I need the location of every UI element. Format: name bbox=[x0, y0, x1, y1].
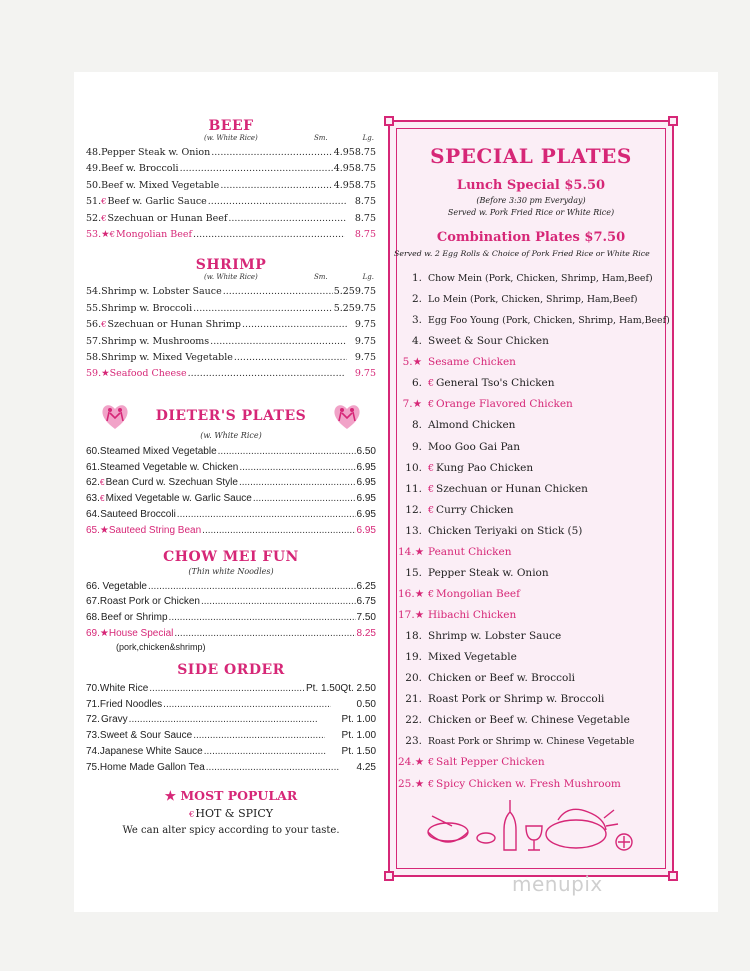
item-name: Roast Pork or Shrimp w. Broccoli bbox=[428, 693, 605, 706]
item-number: 8. bbox=[411, 419, 422, 432]
pepper-icon: € bbox=[428, 588, 435, 600]
pepper-icon: € bbox=[428, 778, 435, 790]
item-price: 4.95 bbox=[333, 163, 355, 175]
item-price: 6.95 bbox=[356, 461, 376, 473]
list-item bbox=[86, 317, 376, 333]
pepper-icon: € bbox=[428, 757, 435, 769]
leader-dots bbox=[149, 681, 305, 697]
combination-plates-note: Served w. 2 Egg Rolls & Choice of Pork Fried Rice or White Rice bbox=[394, 249, 650, 258]
item-name: Egg Foo Young (Pork, Chicken, Shrimp, Ham,Beef) bbox=[428, 315, 670, 327]
item-number: 57. bbox=[86, 335, 102, 347]
list-item bbox=[398, 521, 673, 542]
list-item bbox=[398, 584, 673, 605]
item-price: 9.75 bbox=[354, 319, 376, 331]
item-number: 51. bbox=[86, 196, 102, 208]
item-price: 5.25 bbox=[333, 302, 355, 314]
item-number: 24.★ bbox=[398, 756, 425, 769]
list-item bbox=[86, 444, 376, 460]
item-price: 6.95 bbox=[356, 524, 376, 536]
leader-dots bbox=[148, 579, 356, 595]
item-name: House Special bbox=[108, 628, 174, 640]
list-item bbox=[398, 563, 673, 584]
list-item bbox=[86, 301, 376, 317]
leader-dots bbox=[180, 161, 333, 177]
house-special-note: (pork,chicken&shrimp) bbox=[116, 641, 206, 652]
item-name: Shrimp w. Lobster Sauce bbox=[101, 286, 222, 298]
chow-mei-fun-note: (Thin white Noodles) bbox=[188, 566, 274, 576]
item-name: White Rice bbox=[99, 682, 149, 694]
item-price: 6.95 bbox=[356, 509, 376, 521]
item-price: 6.75 bbox=[356, 596, 376, 608]
dieters-note: (w. White Rice) bbox=[200, 430, 262, 440]
beef-title: BEEF bbox=[208, 118, 254, 134]
item-name: Shrimp w. Mixed Vegetable bbox=[101, 352, 233, 364]
item-price: 4.95 bbox=[333, 179, 355, 191]
lunch-special-served: Served w. Pork Fried Rice or White Rice) bbox=[447, 208, 615, 217]
list-item bbox=[86, 610, 376, 626]
item-name: Moo Goo Gai Pan bbox=[428, 440, 521, 453]
item-number: 15. bbox=[405, 566, 422, 579]
item-name: Beef w. Mixed Vegetable bbox=[101, 179, 220, 191]
item-name: Szechuan or Hunan Beef bbox=[107, 212, 228, 224]
item-number: 1. bbox=[411, 272, 422, 284]
leader-dots bbox=[220, 178, 332, 194]
item-number: 70. bbox=[86, 682, 100, 694]
item-price: 4.25 bbox=[356, 761, 376, 773]
frame-corner bbox=[668, 871, 678, 881]
list-item bbox=[398, 752, 673, 773]
item-name: Chicken Teriyaki on Stick (5) bbox=[428, 524, 583, 537]
leader-dots bbox=[218, 444, 356, 460]
item-name: Home Made Gallon Tea bbox=[99, 761, 205, 773]
item-price: 8.25 bbox=[356, 628, 376, 640]
item-name: Almond Chicken bbox=[428, 419, 516, 432]
list-item bbox=[86, 475, 376, 491]
leader-dots bbox=[201, 594, 356, 610]
pepper-icon: € bbox=[101, 320, 107, 331]
item-price: 8.75 bbox=[354, 196, 376, 208]
item-name: Sauteed Broccoli bbox=[100, 509, 176, 521]
item-number: 59.★ bbox=[86, 368, 110, 380]
shrimp-title: SHRIMP bbox=[195, 257, 267, 274]
leader-dots bbox=[202, 523, 355, 539]
item-number: 60. bbox=[86, 445, 100, 457]
most-popular-label: ★ MOST POPULAR bbox=[164, 787, 298, 803]
item-price: 9.75 bbox=[354, 352, 376, 364]
item-name: Mongolian Beef bbox=[436, 587, 521, 600]
item-number: 62. bbox=[86, 477, 100, 489]
item-number: 74. bbox=[86, 746, 100, 758]
shrimp-note: (w. White Rice) bbox=[204, 273, 258, 282]
item-price: 6.25 bbox=[356, 580, 376, 592]
item-number: 19. bbox=[405, 651, 422, 664]
item-number: 72. bbox=[86, 714, 100, 726]
item-name: Kung Pao Chicken bbox=[436, 461, 534, 474]
item-number: 73. bbox=[86, 730, 100, 742]
item-price: Pt. 1.50 bbox=[305, 682, 341, 694]
leader-dots bbox=[242, 317, 348, 333]
item-name: Mongolian Beef bbox=[116, 229, 193, 241]
dieters-section bbox=[86, 401, 376, 539]
leader-dots bbox=[234, 350, 347, 366]
item-name: Szechuan or Hunan Shrimp bbox=[107, 319, 241, 331]
list-item bbox=[86, 350, 376, 366]
list-item bbox=[86, 227, 376, 243]
leader-dots bbox=[163, 697, 331, 713]
leader-dots bbox=[239, 460, 355, 476]
item-number: 7.★ bbox=[402, 398, 422, 411]
item-name: Japanese White Sauce bbox=[99, 746, 203, 758]
item-number: 18. bbox=[405, 630, 422, 643]
leader-dots bbox=[169, 610, 356, 626]
list-item bbox=[398, 310, 673, 331]
list-item bbox=[398, 626, 673, 647]
item-number: 53.★ bbox=[86, 229, 110, 241]
frame-corner bbox=[384, 871, 394, 881]
watermark: menupix bbox=[512, 872, 603, 896]
leader-dots bbox=[223, 284, 333, 300]
item-number: 20. bbox=[405, 672, 422, 685]
lunch-special-title: Lunch Special $5.50 bbox=[456, 178, 606, 193]
item-number: 48. bbox=[86, 147, 102, 158]
frame-corner bbox=[384, 116, 394, 126]
item-name: Chicken or Beef w. Broccoli bbox=[428, 672, 576, 685]
shrimp-list bbox=[86, 284, 376, 382]
item-name: Spicy Chicken w. Fresh Mushroom bbox=[436, 777, 621, 790]
item-name: Beef w. Garlic Sauce bbox=[107, 196, 207, 208]
item-number: 9. bbox=[411, 440, 422, 453]
food-illustration-icon bbox=[418, 790, 638, 860]
pepper-icon: € bbox=[101, 197, 107, 208]
item-number: 13. bbox=[405, 524, 422, 537]
special-plates-title: SPECIAL PLATES bbox=[430, 144, 632, 168]
side-order-list bbox=[86, 681, 376, 776]
list-item bbox=[398, 437, 673, 458]
list-item bbox=[398, 710, 673, 731]
pepper-icon: € bbox=[428, 399, 435, 411]
leader-dots bbox=[204, 744, 326, 760]
item-name: Mixed Vegetable w. Garlic Sauce bbox=[105, 493, 252, 505]
item-number: 65.★ bbox=[86, 524, 109, 536]
item-number: 67. bbox=[86, 596, 100, 608]
item-name: Roast Pork or Chicken bbox=[99, 596, 200, 608]
item-number: 22. bbox=[405, 714, 422, 727]
leader-dots bbox=[206, 760, 340, 776]
item-number: 71. bbox=[86, 698, 100, 710]
item-name: General Tso's Chicken bbox=[436, 377, 555, 390]
item-number: 10. bbox=[405, 461, 422, 474]
leader-dots bbox=[193, 227, 345, 243]
hot-spicy-label: HOT & SPICY bbox=[195, 806, 274, 820]
list-item bbox=[86, 507, 376, 523]
item-number: 52. bbox=[86, 212, 102, 224]
item-name: Fried Noodles bbox=[99, 698, 163, 710]
special-plates-list bbox=[398, 268, 673, 795]
item-price: 0.50 bbox=[356, 698, 376, 710]
item-number: 66. bbox=[86, 580, 100, 592]
item-number: 55. bbox=[86, 302, 102, 314]
list-item bbox=[86, 211, 376, 227]
list-item bbox=[86, 728, 376, 744]
item-price: 9.75 bbox=[354, 368, 376, 380]
dieters-title: DIETER'S PLATES bbox=[155, 407, 307, 424]
item-name: Shrimp w. Mushrooms bbox=[101, 335, 210, 347]
left-column bbox=[86, 118, 376, 836]
list-item bbox=[86, 460, 376, 476]
item-name: Sauteed String Bean bbox=[108, 524, 202, 536]
item-number: 64. bbox=[86, 509, 100, 521]
list-item bbox=[398, 415, 673, 436]
list-item bbox=[398, 647, 673, 668]
list-item bbox=[398, 689, 673, 710]
side-order-section bbox=[86, 662, 376, 776]
item-price: Pt. 1.50 bbox=[341, 746, 376, 758]
list-item bbox=[86, 161, 376, 177]
pepper-icon: € bbox=[428, 504, 435, 516]
item-number: 69.★ bbox=[86, 628, 109, 640]
item-price: Pt. 1.00 bbox=[341, 730, 376, 742]
item-price: 7.50 bbox=[356, 612, 376, 624]
side-order-title: SIDE ORDER bbox=[177, 661, 285, 678]
item-name: Beef or Shrimp bbox=[100, 612, 168, 624]
leader-dots bbox=[228, 211, 347, 227]
item-name: Pepper Steak w. Onion bbox=[428, 566, 549, 579]
beef-section bbox=[86, 118, 376, 243]
list-item bbox=[86, 523, 376, 539]
leader-dots bbox=[177, 507, 356, 523]
item-number: 4. bbox=[411, 335, 422, 348]
item-number: 21. bbox=[405, 693, 422, 706]
list-item bbox=[398, 479, 673, 500]
list-item bbox=[86, 760, 376, 776]
leader-dots bbox=[193, 301, 333, 317]
item-name: Shrimp w. Broccoli bbox=[101, 302, 193, 314]
list-item bbox=[398, 289, 673, 310]
list-item bbox=[86, 194, 376, 210]
beef-note: (w. White Rice) bbox=[204, 134, 258, 142]
item-price: 8.75 bbox=[354, 229, 376, 241]
item-number: 68. bbox=[86, 612, 100, 624]
leader-dots bbox=[211, 145, 332, 161]
item-name: Seafood Cheese bbox=[109, 368, 187, 380]
item-name: Orange Flavored Chicken bbox=[436, 398, 573, 411]
list-item bbox=[86, 491, 376, 507]
item-name: Chicken or Beef w. Chinese Vegetable bbox=[428, 714, 630, 727]
leader-dots bbox=[208, 194, 346, 210]
item-name: Beef w. Broccoli bbox=[101, 163, 179, 175]
item-price: Pt. 1.00 bbox=[341, 714, 377, 726]
leader-dots bbox=[193, 728, 324, 744]
list-item bbox=[398, 605, 673, 626]
leader-dots bbox=[188, 366, 345, 382]
pepper-icon: € bbox=[188, 809, 195, 820]
list-item bbox=[398, 331, 673, 352]
item-number: 11. bbox=[405, 482, 422, 495]
list-item bbox=[86, 681, 376, 697]
list-item bbox=[86, 744, 376, 760]
list-item bbox=[398, 394, 673, 415]
item-number: 61. bbox=[86, 461, 100, 473]
item-price: 5.25 bbox=[333, 286, 355, 298]
item-price: 8.75 bbox=[354, 163, 376, 175]
pepper-icon: € bbox=[99, 493, 105, 504]
item-price: 8.75 bbox=[354, 179, 376, 191]
item-number: 2. bbox=[411, 293, 422, 306]
item-number: 54. bbox=[86, 286, 102, 298]
item-number: 17.★ bbox=[398, 609, 425, 621]
leader-dots bbox=[239, 475, 356, 491]
heart-figures-icon bbox=[332, 401, 362, 431]
item-name: Sesame Chicken bbox=[428, 356, 516, 369]
chow-mei-fun-section bbox=[86, 549, 376, 653]
item-name: Lo Mein (Pork, Chicken, Shrimp, Ham,Beef) bbox=[428, 294, 638, 306]
item-name: Bean Curd w. Szechuan Style bbox=[105, 477, 238, 489]
item-number: 14.★ bbox=[398, 545, 425, 558]
item-price: 6.95 bbox=[356, 477, 376, 489]
list-item bbox=[398, 268, 673, 289]
item-name: Pepper Steak w. Onion bbox=[101, 147, 211, 158]
item-number: 6. bbox=[411, 377, 422, 390]
item-price: 6.95 bbox=[356, 493, 376, 505]
frame-corner bbox=[668, 116, 678, 126]
item-name: Hibachi Chicken bbox=[428, 609, 517, 621]
item-number: 56. bbox=[86, 319, 102, 331]
item-name: Steamed Mixed Vegetable bbox=[99, 445, 217, 457]
item-number: 63. bbox=[86, 493, 100, 505]
item-number: 23. bbox=[405, 735, 422, 748]
shrimp-lg-label: Lg. bbox=[362, 273, 374, 282]
item-number: 16.★ bbox=[398, 587, 425, 600]
list-item bbox=[86, 626, 376, 642]
leader-dots bbox=[253, 491, 356, 507]
item-price: 4.95 bbox=[333, 147, 355, 158]
item-number: 3. bbox=[411, 314, 422, 327]
item-name: Salt Pepper Chicken bbox=[436, 756, 545, 769]
item-price: 8.75 bbox=[354, 212, 376, 224]
item-name: Sweet & Sour Sauce bbox=[99, 730, 193, 742]
item-name: Vegetable bbox=[102, 580, 147, 592]
item-number: 58. bbox=[86, 352, 102, 364]
legend bbox=[86, 788, 376, 836]
pepper-icon: € bbox=[428, 462, 435, 474]
item-name: Shrimp w. Lobster Sauce bbox=[428, 630, 562, 643]
beef-list bbox=[86, 145, 376, 243]
list-item bbox=[86, 178, 376, 194]
special-plates-panel bbox=[388, 120, 674, 877]
item-price: 9.75 bbox=[354, 335, 376, 347]
item-name: Sweet & Sour Chicken bbox=[428, 335, 549, 348]
item-name: Steamed Vegetable w. Chicken bbox=[99, 461, 239, 473]
list-item bbox=[86, 284, 376, 300]
list-item bbox=[86, 145, 376, 161]
item-price: 8.75 bbox=[354, 147, 376, 158]
list-item bbox=[398, 352, 673, 373]
shrimp-section bbox=[86, 257, 376, 382]
list-item bbox=[398, 458, 673, 479]
item-price: 9.75 bbox=[354, 286, 376, 298]
item-name: Gravy bbox=[101, 714, 128, 726]
leader-dots bbox=[210, 334, 346, 350]
item-number: 5.★ bbox=[402, 356, 422, 369]
item-name: Curry Chicken bbox=[436, 503, 514, 516]
item-price: 9.75 bbox=[354, 302, 376, 314]
leader-dots bbox=[129, 712, 318, 728]
heart-figures-icon bbox=[100, 401, 130, 431]
lunch-special-hours: (Before 3:30 pm Everyday) bbox=[476, 196, 586, 205]
shrimp-sm-label: Sm. bbox=[314, 273, 328, 282]
list-item bbox=[86, 579, 376, 595]
pepper-icon: € bbox=[101, 213, 107, 224]
pepper-icon: € bbox=[428, 378, 435, 390]
item-name: Peanut Chicken bbox=[428, 545, 512, 558]
item-name: Roast Pork or Shrimp w. Chinese Vegetable bbox=[428, 736, 635, 748]
item-number: 50. bbox=[86, 179, 102, 191]
item-price: 6.50 bbox=[356, 445, 376, 457]
alter-spicy-note: We can alter spicy according to your taste. bbox=[122, 824, 340, 836]
pepper-icon: € bbox=[428, 483, 435, 495]
pepper-icon: € bbox=[109, 230, 116, 241]
list-item bbox=[398, 668, 673, 689]
list-item bbox=[86, 697, 376, 713]
list-item bbox=[86, 366, 376, 382]
item-number: 49. bbox=[86, 163, 102, 175]
item-number: 25.★ bbox=[398, 777, 425, 790]
chow-mei-fun-title: CHOW MEI FUN bbox=[163, 548, 299, 565]
pepper-icon: € bbox=[99, 477, 105, 488]
list-item bbox=[86, 712, 376, 728]
item-name: Szechuan or Hunan Chicken bbox=[436, 482, 588, 495]
chow-mei-fun-list bbox=[86, 579, 376, 642]
item-number: 12. bbox=[405, 503, 422, 516]
item-name: Chow Mein (Pork, Chicken, Shrimp, Ham,Beef) bbox=[428, 273, 653, 284]
list-item bbox=[398, 542, 673, 563]
list-item bbox=[398, 731, 673, 752]
beef-lg-label: Lg. bbox=[362, 134, 374, 142]
list-item bbox=[398, 373, 673, 394]
item-name: Mixed Vegetable bbox=[428, 651, 517, 664]
list-item bbox=[398, 500, 673, 521]
list-item bbox=[86, 334, 376, 350]
list-item bbox=[86, 594, 376, 610]
combination-plates-title: Combination Plates $7.50 bbox=[436, 230, 626, 245]
item-price: Qt. 2.50 bbox=[340, 682, 376, 694]
leader-dots bbox=[174, 626, 355, 642]
beef-sm-label: Sm. bbox=[314, 134, 328, 142]
dieters-list bbox=[86, 444, 376, 539]
item-number: 75. bbox=[86, 761, 100, 773]
